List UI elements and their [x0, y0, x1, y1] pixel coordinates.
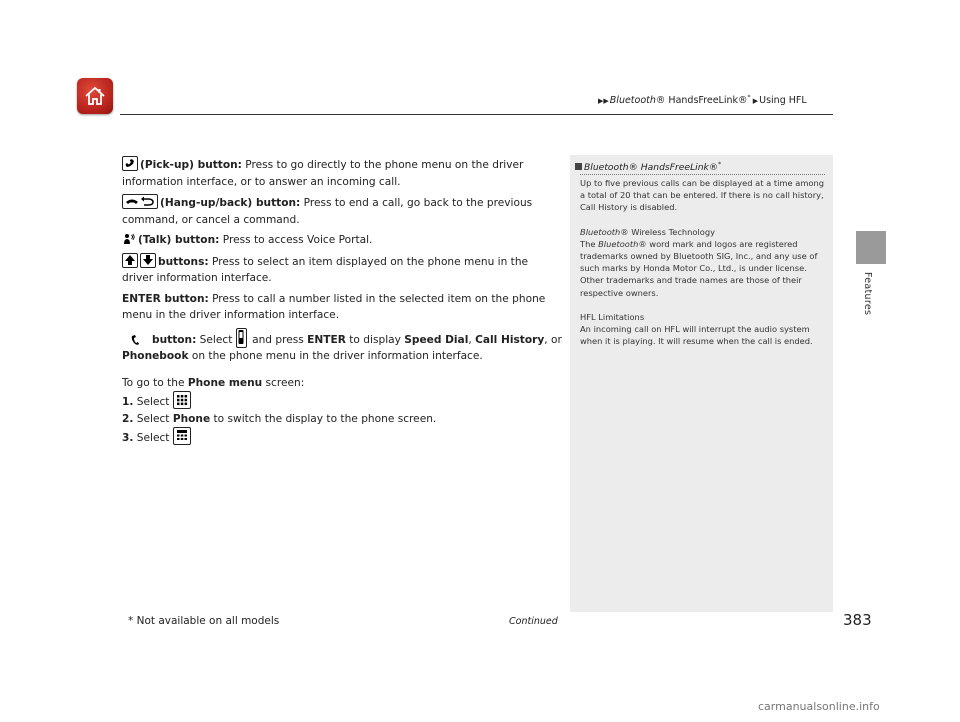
note-limitations-heading: HFL Limitations — [580, 311, 645, 322]
home-icon — [83, 84, 107, 108]
triangle-right-icon: ▶▶ — [598, 97, 609, 106]
down-arrow-icon — [140, 253, 156, 268]
note-square-icon — [575, 163, 582, 170]
apps-grid-icon — [173, 391, 191, 409]
side-note-title: Bluetooth® HandsFreeLink®* — [575, 161, 721, 173]
breadcrumb: ▶▶Bluetooth® HandsFreeLink®* ▶Using HFL — [598, 94, 807, 107]
section-tab-marker — [856, 231, 886, 264]
note-wireless-heading: Bluetooth® Wireless Technology — [580, 226, 716, 237]
page-number: 383 — [843, 611, 872, 629]
note-call-history: Up to five previous calls can be displayed at a time among a total of 20 that can be entered. If there is no call history, Call History is disabled. — [580, 178, 825, 213]
home-button[interactable] — [77, 78, 113, 114]
enter-paragraph: ENTER button: Press to call a number listed in the selected item on the phone menu in the driver information interface. — [122, 292, 546, 321]
triangle-right-icon: ▶ — [750, 97, 759, 106]
note-limitations-text: An incoming call on HFL will interrupt the audio system when it is playing. It will resume when the call is ended. — [580, 324, 813, 347]
step-1: 1. Select — [122, 391, 562, 411]
watermark: carmanualsonline.info — [758, 700, 880, 713]
pickup-phone-icon — [122, 156, 138, 171]
step-2: 2. Select Phone to switch the display to the phone screen. — [122, 412, 437, 425]
updown-paragraph: buttons: Press to select an item displayed on the phone menu in the driver information interface. — [122, 253, 562, 287]
talk-icon — [122, 233, 136, 246]
section-label: Features — [862, 272, 873, 316]
goto-heading: To go to the Phone menu screen: — [122, 376, 305, 389]
phone-mode-icon — [236, 328, 247, 348]
side-note-divider — [580, 174, 825, 175]
up-arrow-icon — [122, 253, 138, 268]
phone-button-icon — [122, 333, 150, 346]
footnote: * Not available on all models — [128, 615, 280, 627]
pickup-paragraph: (Pick-up) button: Press to go directly to the phone menu on the driver information interface, or to answer an incoming call. — [122, 156, 562, 190]
main-content — [122, 156, 562, 447]
step-3: 3. Select — [122, 427, 562, 447]
side-note-body — [580, 177, 826, 347]
hangup-paragraph: (Hang-up/back) button: Press to end a call, go back to the previous command, or cancel a command. — [122, 194, 562, 228]
phone-button-paragraph: button: Select and press ENTER to display Speed Dial, Call History, or Phonebook on the phone menu in the driver information interface. — [122, 328, 562, 365]
talk-paragraph: (Talk) button: Press to access Voice Portal. — [122, 232, 562, 249]
note-trademark: The Bluetooth® word mark and logos are registered trademarks owned by Bluetooth SIG, Inc., and any use of such marks by Honda Motor Co., Ltd., is under license. Other trademarks and trade names are those of their respective owners. — [580, 238, 818, 298]
header-divider — [120, 114, 833, 115]
phone-keypad-icon — [173, 427, 191, 445]
continued-label: Continued — [509, 616, 558, 627]
hangup-back-icon — [122, 194, 158, 209]
